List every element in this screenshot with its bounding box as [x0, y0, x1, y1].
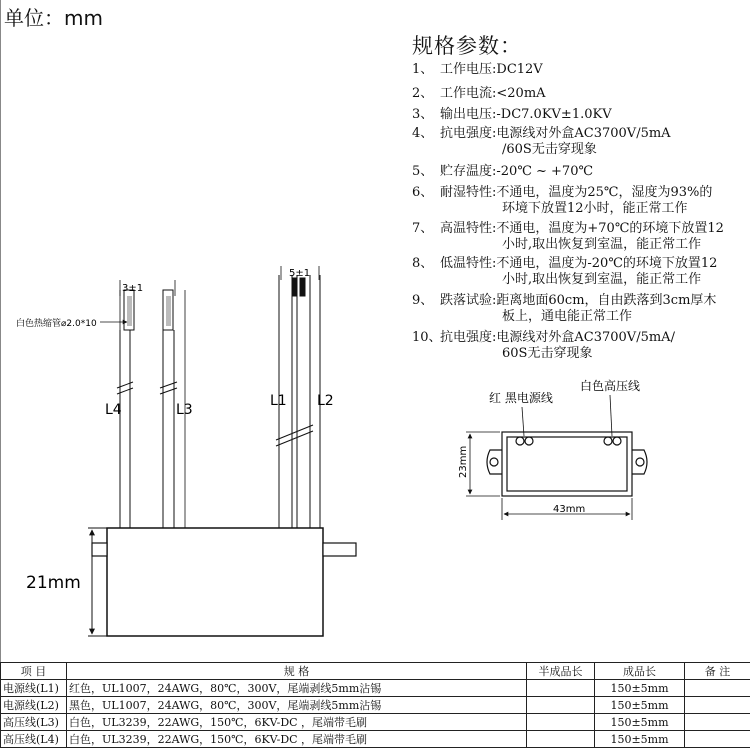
cell-note: [685, 714, 750, 731]
col-header-semi: 半成品长: [527, 663, 595, 680]
cell-final: 150±5mm: [595, 714, 685, 731]
cell-item: 电源线(L2): [1, 697, 67, 714]
spec-item-value: <20mA: [496, 86, 546, 101]
spec-item-value: 不通电，温度为25℃，湿度为93%的: [496, 185, 713, 200]
lead-label-l4: L4: [105, 402, 122, 418]
table-row: [1, 680, 750, 697]
spec-item-number: 2、: [412, 86, 434, 101]
spec-item-label: 工作电压:: [440, 62, 497, 77]
cell-note: [685, 731, 750, 748]
spec-item-number: 10、: [412, 330, 442, 345]
lead-label-l1: L1: [270, 393, 287, 409]
col-header-spec: 规 格: [67, 663, 527, 680]
lead-label-l2: L2: [317, 393, 334, 409]
height-dim-label: 21mm: [26, 573, 81, 593]
spec-item-label: 抗电强度:: [440, 330, 497, 345]
spec-item-value: 不通电，温度为+70℃的环境下放置12: [496, 221, 724, 236]
spec-item-label: 工作电流:: [440, 86, 497, 101]
strip-dim-right: [281, 266, 319, 280]
spec-item-label: 低温特性:: [440, 256, 497, 271]
spec-item-value: 距离地面60cm，自由跌落到3cm厚木: [496, 293, 717, 308]
spec-item-value: -20℃ ~ +70℃: [496, 164, 594, 179]
dim-left-pair: 3±1: [122, 283, 144, 294]
spec-item-number: 8、: [412, 256, 434, 271]
spec-item-value: -DC7.0KV±1.0KV: [496, 107, 612, 122]
spec-item-number: 9、: [412, 293, 434, 308]
specs-title: 规格参数：: [412, 34, 522, 58]
cell-item: 电源线(L1): [1, 680, 67, 697]
spec-item-number: 7、: [412, 221, 434, 236]
wire-spec-table: [0, 662, 750, 748]
spec-item-label: 输出电压:: [440, 107, 497, 122]
table-row: [1, 697, 750, 714]
spec-item-continuation: 小时,取出恢复到室温，能正常工作: [502, 237, 702, 252]
spec-item-number: 1、: [412, 62, 434, 77]
top-view-height-dim: [458, 432, 500, 496]
spec-item-number: 4、: [412, 126, 434, 141]
spec-item-value: 不通电，温度为-20℃的环境下放置12: [496, 256, 718, 271]
top-view-width-label: 43mm: [553, 504, 586, 515]
col-header-item: 项 目: [1, 663, 67, 680]
spec-item-number: 5、: [412, 164, 434, 179]
hv-lead-label: 白色高压线: [580, 379, 641, 393]
table-row: [1, 714, 750, 731]
lead-l3: [160, 290, 177, 528]
top-view-height-label: 23mm: [458, 445, 469, 478]
left-mount-tab: [92, 543, 107, 556]
spec-item-continuation: /60S无击穿现象: [502, 142, 597, 157]
cell-semi: [527, 680, 595, 697]
cell-semi: [527, 714, 595, 731]
spec-item-continuation: 小时,取出恢复到室温，能正常工作: [502, 272, 702, 287]
top-view: [487, 432, 647, 496]
spec-item-continuation: 环境下放置12小时，能正常工作: [502, 201, 688, 216]
cell-note: [685, 680, 750, 697]
spec-item-label: 抗电强度:: [440, 126, 497, 141]
spec-item-value: DC12V: [496, 62, 543, 77]
cell-spec: 黑色，UL1007，24AWG，80℃，300V，尾端剥线5mm沾锡: [67, 697, 527, 714]
cell-final: 150±5mm: [595, 680, 685, 697]
col-header-note: 备 注: [685, 663, 750, 680]
cell-item: 高压线(L3): [1, 714, 67, 731]
cell-item: 高压线(L4): [1, 731, 67, 748]
power-leads-label: 红 黑电源线: [489, 391, 553, 405]
module-body: [92, 528, 356, 636]
col-header-final: 成品长: [595, 663, 685, 680]
spec-item-number: 3、: [412, 107, 434, 122]
spec-item-value: 电源线对外盒AC3700V/5mA: [496, 126, 671, 141]
cell-final: 150±5mm: [595, 731, 685, 748]
unit-label: 单位：mm: [4, 6, 103, 30]
cell-spec: 白色，UL3239，22AWG，150℃，6KV-DC ，尾端带毛刷: [67, 731, 527, 748]
cell-note: [685, 697, 750, 714]
heat-shrink-label: 白色热缩管⌀2.0*10: [16, 319, 97, 329]
right-mount-tab: [323, 543, 356, 556]
spec-item-number: 6、: [412, 185, 434, 200]
table-row: [1, 731, 750, 748]
cell-semi: [527, 731, 595, 748]
spec-item-continuation: 60S无击穿现象: [502, 346, 593, 361]
spec-item-label: 贮存温度:: [440, 164, 497, 179]
spec-item-value: 电源线对外盒AC3700V/5mA/: [496, 330, 675, 345]
table-header-row: [1, 663, 750, 680]
spec-item-label: 耐湿特性:: [440, 185, 497, 200]
cell-final: 150±5mm: [595, 697, 685, 714]
spec-item-label: 高温特性:: [440, 221, 497, 236]
spec-item-continuation: 板上，通电能正常工作: [502, 309, 633, 324]
dim-right-pair: 5±1: [289, 268, 311, 279]
lead-label-l3: L3: [176, 402, 193, 418]
top-view-width-dim: [502, 498, 632, 520]
cell-semi: [527, 697, 595, 714]
spec-item-label: 跌落试验:: [440, 293, 497, 308]
cell-spec: 白色，UL3239，22AWG，150℃，6KV-DC ，尾端带毛刷: [67, 714, 527, 731]
cell-spec: 红色，UL1007，24AWG，80℃，300V，尾端剥线5mm沾锡: [67, 680, 527, 697]
